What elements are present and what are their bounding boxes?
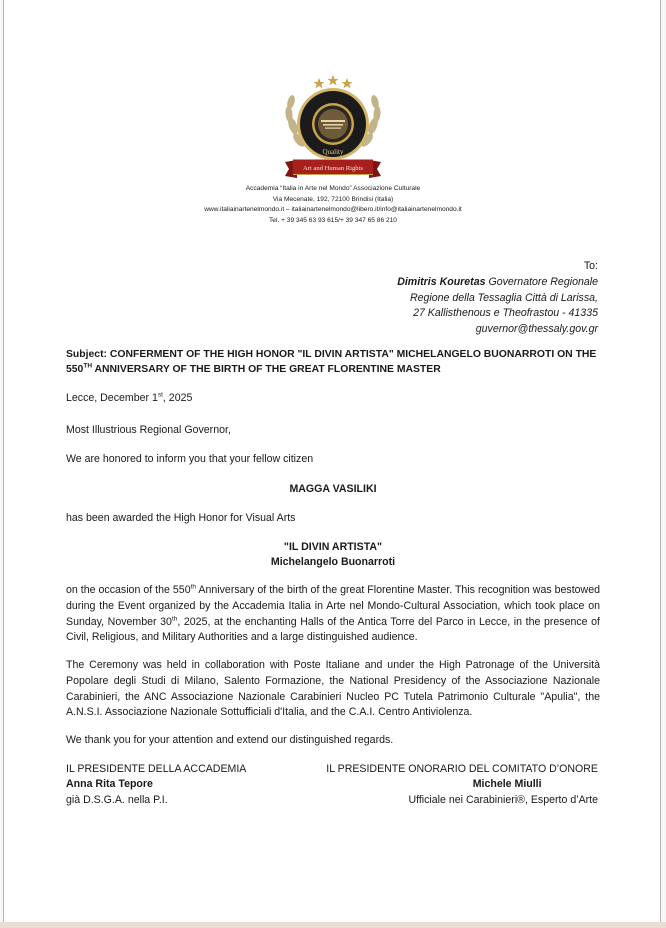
- award-title: "IL DIVIN ARTISTA": [283, 541, 383, 553]
- recipient-address: 27 Kallisthenous e Theofrastou - 41335: [413, 307, 598, 320]
- recipient-name: Dimitris Kouretas: [397, 275, 486, 288]
- recipient-region: Regione della Tessaglia Città di Larissa,: [409, 291, 598, 304]
- signature-left-note: già D.S.G.A. nella P.I.: [66, 793, 168, 806]
- signature-left-name: Anna Rita Tepore: [66, 778, 153, 791]
- signature-right-role: IL PRESIDENTE ONORARIO DEL COMITATO D’ONORE: [326, 763, 598, 775]
- subject-text-1: CONFERMENT OF THE HIGH HONOR "IL DIVIN ARTISTA" MICHELANGELO BUONARROTI ON THE: [109, 349, 597, 360]
- subject-text-2: ANNIVERSARY OF THE BIRTH OF THE GREAT FLORENTINE MASTER: [94, 364, 441, 375]
- svg-text:Art and Human Rights: Art and Human Rights: [303, 165, 363, 172]
- recipient-email[interactable]: guvernor@thessaly.gov.gr: [475, 323, 598, 336]
- honoree-name: MAGGA VASILIKI: [289, 483, 377, 495]
- closing-text: We thank you for your attention and extend our distinguished regards.: [66, 734, 394, 746]
- recipient-block: [397, 259, 598, 338]
- body-paragraph-2: The Ceremony was held in collaboration with Poste Italiane and under the High Patronage of the Università Popolare degli Studi di Milano, Salento Formazione, the National Presidency of the Associazione Nazionale Carabinieri, the ANC Associazione Nazionale Carabinieri Nucleo PC Tutela Patrimonio Culturale "Apulia", the A.N.S.I. Associazione Nazionale Sottufficiali d'Italia, and the C.A.I. Centro Antiviolenza.: [66, 659, 600, 719]
- subject-line: [66, 347, 606, 377]
- signature-right: [326, 762, 598, 808]
- academy-seal-logo-icon: [279, 74, 387, 184]
- salutation: Most Illustrious Regional Governor,: [66, 424, 231, 436]
- signature-right-note: Ufficiale nei Carabinieri®, Esperto d’Arte: [408, 793, 598, 806]
- recipient-name-line: [397, 275, 598, 291]
- subject-number: 550: [66, 364, 84, 375]
- org-name: Accademia “Italia in Arte nel Mondo” Associazione Culturale: [245, 185, 421, 192]
- svg-text:Quality: Quality: [322, 148, 344, 156]
- letterhead-contact: [0, 184, 666, 226]
- org-phone: Tel. + 39 345 63 93 615/+ 39 347 65 86 210: [269, 216, 397, 224]
- intro-text: We are honored to inform you that your fellow citizen: [66, 453, 314, 465]
- subject-label: Subject:: [66, 349, 107, 360]
- org-web-email[interactable]: www.italiainartenelmondo.it – italiainartenelmondo@libero.it/info@italiainartenelmondo.it: [204, 206, 462, 213]
- body-paragraph-1: on the occasion of the 550th Anniversary of the birth of the great Florentine Master. This recognition was bestowed during the Event organized by the Accademia Italia in Arte nel Mondo-Cultural Association, which took place on Sunday, November 30th, 2025, at the enchanting Halls of the Antica Torre del Parco in Lecce, in the presence of Civil, Religious, and Military Authorities and a large distinguished audience.: [66, 583, 600, 644]
- signature-right-name: Michele Miulli: [472, 778, 542, 791]
- signature-left: [66, 762, 246, 808]
- award-intro: has been awarded the High Honor for Visual Arts: [66, 512, 296, 524]
- page-bottom-edge: [0, 922, 666, 928]
- to-label: To:: [583, 260, 598, 272]
- subject-sup: TH: [83, 362, 93, 370]
- recipient-title: Governatore Regionale: [488, 275, 598, 288]
- letter-date: Lecce, December 1st, 2025: [66, 391, 193, 404]
- award-subtitle: Michelangelo Buonarroti: [270, 556, 396, 568]
- org-address: Via Mecenate, 192, 72100 Brindisi (Italia): [272, 195, 394, 203]
- signature-left-role: IL PRESIDENTE DELLA ACCADEMIA: [66, 763, 247, 775]
